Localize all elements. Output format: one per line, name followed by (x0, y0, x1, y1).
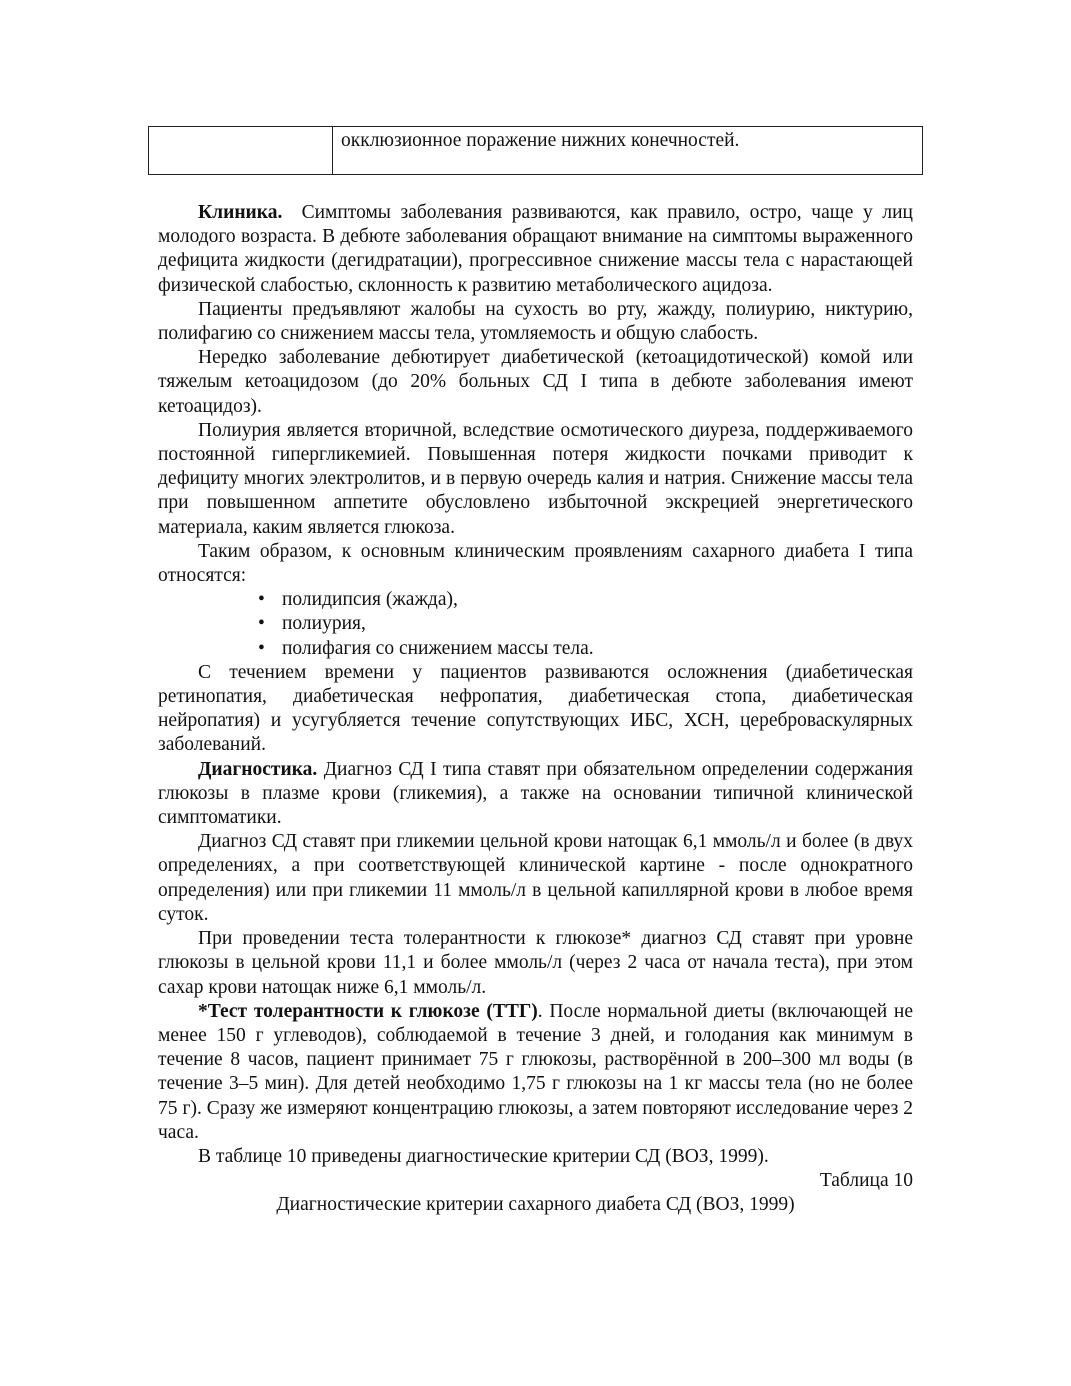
list-item: • полиурия, (158, 612, 913, 636)
diagnostics-heading: Диагностика. (198, 758, 318, 780)
clinic-heading: Клиника. (198, 202, 283, 223)
table-fragment (148, 126, 923, 175)
clinic-text-3: Нередко заболевание дебютирует диабетической (кетоацидотической) комой или тяжелым кетоацидозом (до 20% больных СД I типа в дебюте заболевания имеют кетоацидоз). (158, 347, 913, 417)
bullet-icon: • (258, 613, 265, 635)
symptoms-list (158, 588, 913, 661)
clinic-text-6: С течением времени у пациентов развиваются осложнения (диабетическая ретинопатия, диабетическая нефропатия, диабетическая стопа, диабетическая нейропатия) и усугубляется течение сопутствующих ИБС, ХСН, цереброваскулярных заболеваний. (158, 661, 913, 756)
clinic-text-2: Пациенты предъявляют жалобы на сухость во рту, жажду, полиурию, никтурию, полифагию со снижением массы тела, утомляемость и общую слабость. (158, 298, 913, 345)
diagnostics-text-1: Диагноз СД I типа ставят при обязательном определении содержания глюкозы в плазме крови (гликемия), а также на основании типичной клинической симптоматики. (158, 758, 914, 829)
diagnostics-text-2: Диагноз СД ставят при гликемии цельной крови натощак 6,1 ммоль/л и более (в двух определениях, а при соответствующей клинической картине - после однократного определения) или при гликемии 11 ммоль/л в цельной капиллярной крови в любое время суток. (158, 831, 913, 925)
ttg-paragraph (158, 1000, 913, 1145)
diagnostics-paragraph (158, 758, 913, 831)
document-body (158, 201, 913, 1218)
list-item: • полидипсия (жажда), (158, 588, 913, 612)
clinic-text-4: Полиурия является вторичной, вследствие осмотического диуреза, поддерживаемого постоянной гипергликемией. Повышенная потеря жидкости почками приводит к дефициту многих электролитов, и в первую очередь калия и натрия. Снижение массы тела при повышенном аппетите обусловлено избыточной экскрецией энергетического материала, каким является глюкоза. (158, 419, 913, 538)
clinic-text-1: Симптомы заболевания развиваются, как правило, остро, чаще у лиц молодого возраста. В дебюте заболевания обращают внимание на симптомы выраженного дефицита жидкости (дегидратации), прогрессивное снижение массы тела с нарастающей физической слабостью, склонность к развитию метаболического ацидоза. (158, 202, 913, 296)
ttg-heading: *Тест толерантности к глюкозе (ТТГ) (198, 1000, 538, 1022)
clinic-paragraph (158, 201, 913, 298)
diagnostics-text-3: При проведении теста толерантности к глюкозе* диагноз СД ставят при уровне глюкозы в цельной крови 11,1 и более ммоль/л (через 2 часа от начала теста), при этом сахар крови натощак ниже 6,1 ммоль/л. (158, 928, 913, 998)
diagnostics-text-5: В таблице 10 приведены диагностические критерии СД (ВОЗ, 1999). (198, 1145, 769, 1167)
list-item: • полифагия со снижением массы тела. (158, 637, 913, 661)
ttg-text: . После нормальной диеты (включающей не менее 150 г углеводов), соблюдаемой в течение 3 дней, и голодания как минимум в течение 8 часов, пациент принимает 75 г глюкозы, растворённой в 200–300 мл воды (в течение 3–5 мин). Для детей необходимо 1,75 г глюкозы на 1 кг массы тела (но не более 75 г). Сразу же измеряют концентрацию глюкозы, а затем повторяют исследование через 2 часа. (158, 1000, 913, 1143)
table-cell-empty (149, 127, 333, 174)
bullet-icon: • (258, 589, 265, 611)
clinic-text-5: Таким образом, к основным клиническим проявлениям сахарного диабета I типа относятся: (158, 540, 913, 587)
table-title: Диагностические критерии сахарного диабета СД (ВОЗ, 1999) (276, 1194, 795, 1216)
table-cell-text: окклюзионное поражение нижних конечностей. (341, 130, 740, 151)
bullet-icon: • (258, 637, 265, 659)
table-label: Таблица 10 (819, 1170, 913, 1192)
